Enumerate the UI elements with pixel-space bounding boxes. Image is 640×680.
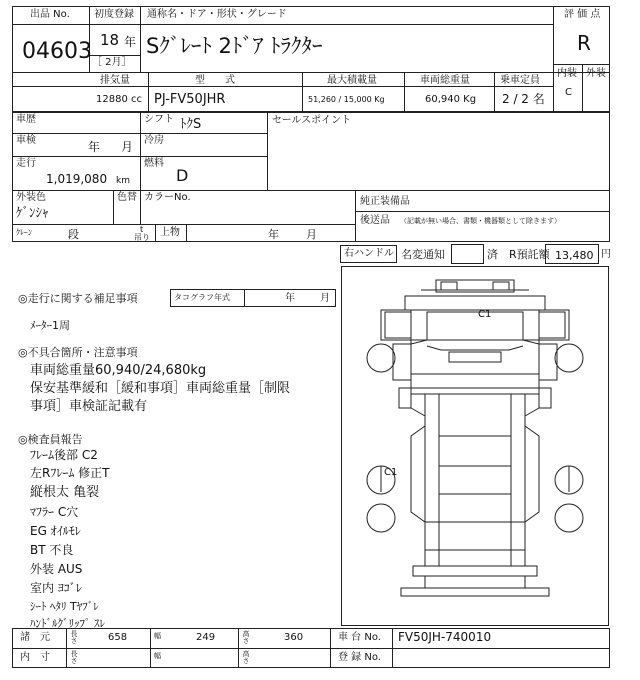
length-label: 長さ — [70, 630, 78, 644]
exterior-label: 外装 — [586, 68, 606, 79]
crane-label: ｸﾚｰﾝ — [16, 228, 32, 237]
name-change-label: 名変通知 — [401, 248, 445, 261]
inspector-line: ﾏﾌﾗｰ C穴 — [30, 505, 79, 519]
height-value: 360 — [284, 632, 304, 643]
inspector-line: EG ｵｲﾙﾓﾚ — [30, 524, 81, 538]
defects-line-1: 車両総重量60,940/24,680kg — [30, 363, 207, 378]
model-label: 型 式 — [195, 75, 235, 86]
color-value: ｹﾞﾝｼｬ — [16, 206, 49, 221]
car-name-label: 通称名・ドア・形状・グレード — [147, 9, 287, 20]
damage-mark-c1-front: C1 — [478, 309, 492, 320]
registration-label: 登 録 No. — [338, 652, 381, 663]
displacement-value: 12880 cc — [96, 94, 142, 105]
width-label-inner: 幅 — [154, 652, 161, 660]
color-label: 外装色 — [16, 192, 46, 203]
inspection-month-unit: 月 — [121, 140, 134, 154]
width-value: 249 — [196, 632, 216, 643]
history-label: 車歴 — [16, 114, 36, 125]
length-value: 658 — [108, 632, 128, 643]
interior-score: C — [565, 87, 572, 98]
crane-hang-label: 吊り — [134, 233, 150, 242]
damage-mark-c1-left: C1 — [384, 467, 398, 478]
kamimono-month-unit: 月 — [306, 228, 317, 241]
max-load-value: 51,260 / 15,000 Kg — [308, 95, 385, 104]
inspector-line: 左Rﾌﾚｰﾑ 修正T — [30, 466, 110, 480]
shogen-label: 諸 元 — [20, 632, 50, 643]
genuine-equipment-label: 純正装備品 — [360, 196, 410, 207]
lot-number: 04603 — [22, 39, 92, 64]
mileage-value: 1,019,080 — [46, 172, 108, 186]
capacity-label: 乗車定員 — [500, 75, 540, 86]
displacement-label: 排気量 — [100, 75, 130, 86]
kamimono-year-unit: 年 — [268, 228, 279, 241]
shift-value: ﾄｸS — [180, 117, 202, 132]
score-label: 評 価 点 — [564, 9, 601, 20]
max-load-label: 最大積載量 — [327, 75, 377, 86]
gross-weight-label: 車両総重量 — [420, 75, 470, 86]
aftermarket-label: 後送品 — [360, 215, 390, 226]
inspector-line: ﾌﾚｰﾑ後部 C2 — [30, 448, 98, 462]
interior-label: 内装 — [557, 68, 577, 79]
naisu-label: 内 寸 — [20, 652, 50, 663]
first-reg-month: ［ 2月］ — [92, 57, 132, 68]
first-reg-label: 初度登録 — [94, 9, 134, 20]
mileage-label: 走行 — [16, 158, 36, 169]
handle-value: 右ハンドル — [344, 248, 394, 259]
color-no-label: カラーNo. — [144, 192, 191, 203]
mileage-note-line: ﾒｰﾀｰ1周 — [30, 319, 70, 332]
aftermarket-note: （記載が無い場合、書類・機器類として除きます） — [400, 217, 561, 225]
chassis-label: 車 台 No. — [338, 632, 381, 643]
width-label: 幅 — [154, 632, 161, 640]
inspector-line: ｼｰﾄ ﾍﾀﾘ Tﾔﾌﾞﾚ — [30, 600, 99, 613]
inspection-year-unit: 年 — [88, 140, 101, 154]
inspector-line: ﾊﾝﾄﾞﾙｸﾞﾘｯﾌﾟ ｽﾚ — [30, 617, 105, 630]
color-change-label: 色替 — [117, 192, 137, 203]
tacho-month-unit: 月 — [320, 293, 330, 304]
crane-dan-label: 段 — [68, 228, 79, 241]
ac-label: 冷房 — [144, 135, 164, 146]
kamimono-label: 上物 — [160, 227, 180, 238]
model-value: PJ-FV50JHR — [154, 92, 226, 107]
car-name: Sｸﾞﾚｰﾄ 2ﾄﾞｱ ﾄﾗｸﾀｰ — [146, 34, 323, 58]
inspector-line: 縦根太 亀裂 — [30, 485, 100, 500]
inspector-line: BT 不良 — [30, 543, 74, 557]
defects-line-2: 保安基準緩和［緩和事項］車両総重量［制限 — [30, 381, 291, 396]
mileage-unit: km — [116, 176, 130, 186]
inspector-line: 外装 AUS — [30, 562, 83, 576]
height-label: 高さ — [242, 630, 250, 644]
inspection-label: 車検 — [16, 135, 36, 146]
yen-unit: 円 — [601, 249, 611, 260]
defects-line-3: 事項］車検証記載有 — [30, 399, 148, 414]
capacity-value: 2 / 2 名 — [502, 92, 545, 106]
crane-ton-label: t — [140, 225, 144, 234]
shift-label: シフト — [144, 114, 174, 125]
year-unit: 年 — [124, 35, 137, 49]
gross-weight-value: 60,940 Kg — [425, 94, 477, 105]
mileage-note-title: ◎走行に関する補足事項 — [18, 292, 138, 305]
height-label-inner: 高さ — [242, 650, 250, 664]
fuel-value: D — [176, 166, 189, 185]
recycle-amount: 13,480 — [555, 249, 594, 262]
lot-label: 出品 No. — [30, 9, 70, 20]
sales-point-label: セールスポイント — [272, 115, 352, 126]
first-reg-year: 18 — [100, 31, 120, 49]
inspector-line: 室内 ﾖｺﾞﾚ — [30, 581, 82, 595]
score-value: R — [577, 31, 591, 55]
tacho-label: タコグラフ年式 — [174, 293, 230, 302]
defects-title: ◎不具合箇所・注意事項 — [18, 346, 138, 359]
recycle-label: 済 R預託額 — [487, 248, 550, 261]
name-change-box — [451, 244, 484, 264]
length-label-inner: 長さ — [70, 650, 78, 664]
truck-diagram — [341, 266, 609, 626]
chassis-value: FV50JH-740010 — [398, 630, 492, 644]
tacho-year-unit: 年 — [285, 293, 295, 304]
inspector-title: ◎検査員報告 — [18, 433, 83, 446]
fuel-label: 燃料 — [144, 158, 164, 169]
